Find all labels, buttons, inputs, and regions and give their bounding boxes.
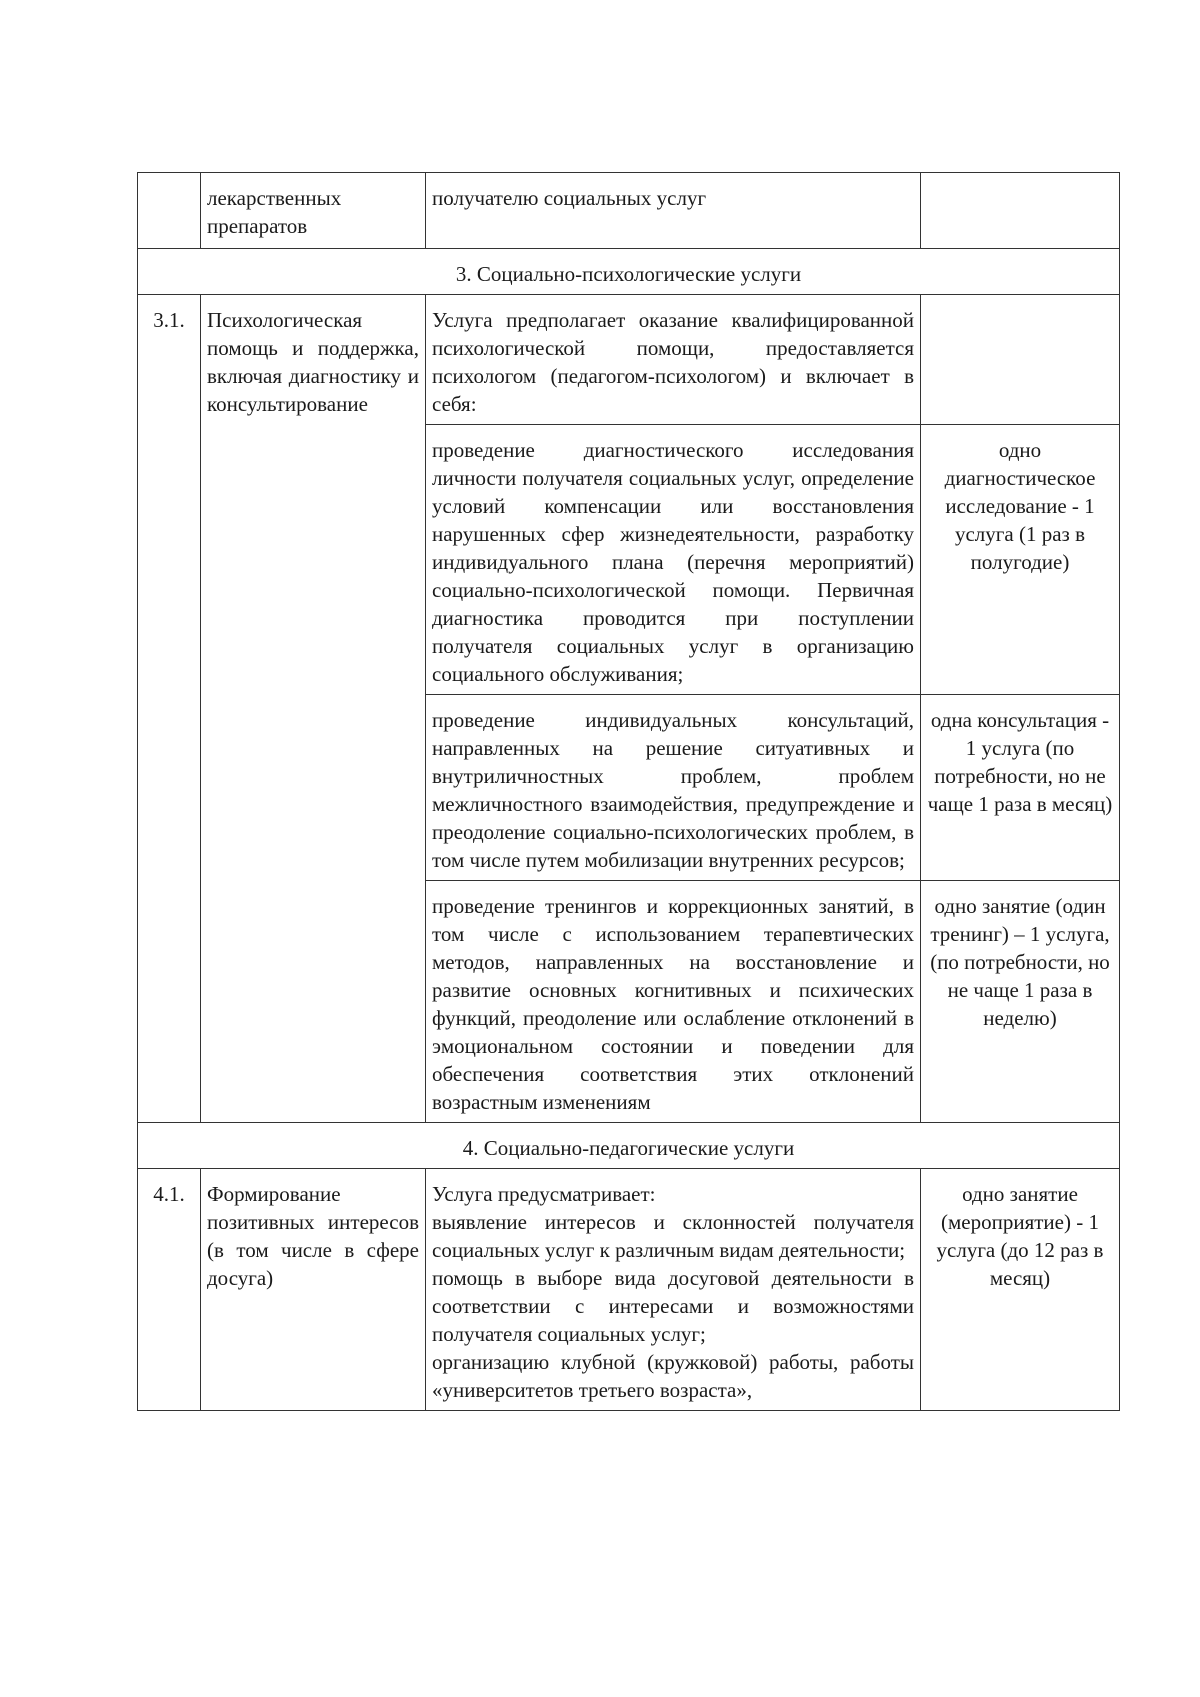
services-table bbox=[137, 172, 1120, 1411]
service-norm-cell bbox=[921, 173, 1120, 249]
section-title: 4. Социально-педагогические услуги bbox=[138, 1123, 1120, 1169]
section-header-row bbox=[138, 249, 1120, 295]
service-name-cell: Формирование позитивных интересов (в том числе в сфере досуга) bbox=[201, 1169, 426, 1411]
service-description-cell bbox=[426, 1169, 921, 1411]
section-header-row bbox=[138, 1123, 1120, 1169]
service-intro-cell: Услуга предполагает оказание квалифицированной психологической помощи, предоставляется психологом (педагогом-психологом) и включает в себя: bbox=[426, 295, 921, 425]
table-row bbox=[138, 295, 1120, 425]
section-title: 3. Социально-психологические услуги bbox=[138, 249, 1120, 295]
service-paragraph: выявление интересов и склонностей получателя социальных услуг к различным видам деятельности; bbox=[432, 1210, 914, 1262]
service-norm-cell bbox=[921, 295, 1120, 425]
service-norm-cell: одно диагностическое исследование - 1 услуга (1 раз в полугодие) bbox=[921, 425, 1120, 695]
table-row bbox=[138, 173, 1120, 249]
service-description-cell: проведение индивидуальных консультаций, направленных на решение ситуативных и внутриличностных проблем, проблем межличностного взаимодействия, предупреждение и преодоление социально-психологических проблем, в том числе путем мобилизации внутренних ресурсов; bbox=[426, 695, 921, 881]
row-number-cell: 3.1. bbox=[138, 295, 201, 1123]
service-description-cell: проведение диагностического исследования личности получателя социальных услуг, определение условий компенсации или восстановления нарушенных сфер жизнедеятельности, разработку индивидуального плана (перечня мероприятий) социально-психологической помощи. Первичная диагностика проводится при поступлении получателя социальных услуг в организацию социального обслуживания; bbox=[426, 425, 921, 695]
service-paragraph: организацию клубной (кружковой) работы, работы «университетов третьего возраста», bbox=[432, 1350, 914, 1402]
service-description-cell: получателю социальных услуг bbox=[426, 173, 921, 249]
service-paragraph: Услуга предусматривает: bbox=[432, 1182, 656, 1206]
service-norm-cell: одна консультация - 1 услуга (по потребности, но не чаще 1 раза в месяц) bbox=[921, 695, 1120, 881]
service-name-cell: лекарственных препаратов bbox=[201, 173, 426, 249]
row-number-cell: 4.1. bbox=[138, 1169, 201, 1411]
service-paragraph: помощь в выборе вида досуговой деятельности в соответствии с интересами и возможностями получателя социальных услуг; bbox=[432, 1266, 914, 1346]
service-norm-cell: одно занятие (мероприятие) - 1 услуга (до 12 раз в месяц) bbox=[921, 1169, 1120, 1411]
service-description-cell: проведение тренингов и коррекционных занятий, в том числе с использованием терапевтических методов, направленных на восстановление и развитие основных когнитивных и психических функций, преодоление или ослабление отклонений в эмоциональном состоянии и поведении для обеспечения соответствия этих отклонений возрастным изменениям bbox=[426, 881, 921, 1123]
service-norm-cell: одно занятие (один тренинг) – 1 услуга, (по потребности, но не чаще 1 раза в неделю) bbox=[921, 881, 1120, 1123]
service-name-cell: Психологическая помощь и поддержка, включая диагностику и консультирование bbox=[201, 295, 426, 1123]
row-number-cell bbox=[138, 173, 201, 249]
table-row bbox=[138, 1169, 1120, 1411]
